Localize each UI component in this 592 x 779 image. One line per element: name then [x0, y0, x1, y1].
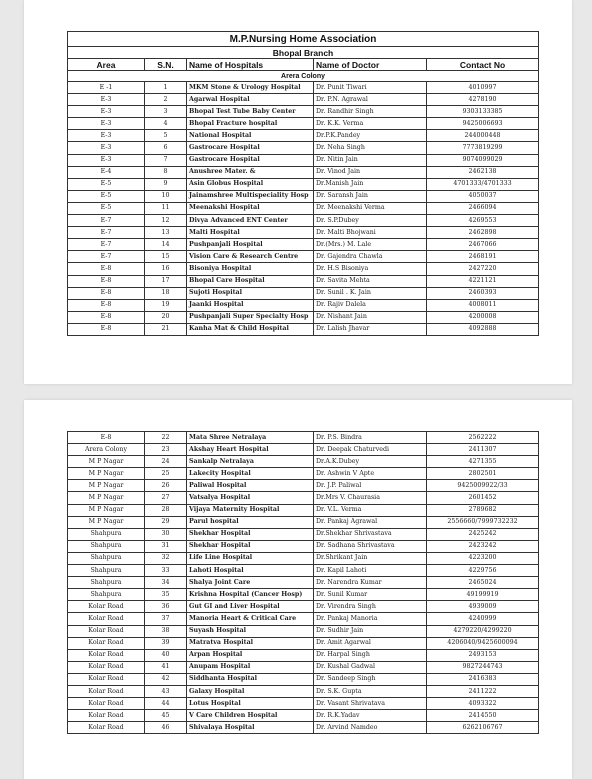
cell-hospital: Gut GI and Liver Hospital — [187, 601, 314, 613]
cell-contact: 7773819299 — [427, 142, 539, 154]
cell-hospital: Jainamshree Multispeciality Hosp — [187, 190, 314, 202]
cell-hospital: Galaxy Hospital — [187, 685, 314, 697]
cell-sn: 5 — [145, 130, 187, 142]
cell-contact: 2411222 — [427, 685, 539, 697]
cell-doctor: Dr. Gajendra Chawla — [314, 251, 427, 263]
branch-name: Bhopal Branch — [68, 47, 539, 59]
cell-sn: 21 — [145, 323, 187, 335]
cell-area: Kolar Road — [68, 625, 145, 637]
cell-doctor: Dr. Kapil Lahoti — [314, 565, 427, 577]
table-row — [68, 275, 539, 287]
table-row — [68, 540, 539, 552]
cell-contact: 4200008 — [427, 311, 539, 323]
cell-sn: 37 — [145, 613, 187, 625]
cell-hospital: Anushree Mater. & — [187, 166, 314, 178]
cell-contact: 4223200 — [427, 552, 539, 564]
cell-contact: 2493153 — [427, 649, 539, 661]
cell-sn: 9 — [145, 178, 187, 190]
cell-doctor: Dr.A.K.Dubey — [314, 456, 427, 468]
cell-area: E-8 — [68, 287, 145, 299]
cell-contact: 2466094 — [427, 202, 539, 214]
cell-contact: 4701333/4701333 — [427, 178, 539, 190]
section-row — [68, 71, 539, 82]
cell-contact: 2465024 — [427, 577, 539, 589]
table-row — [68, 263, 539, 275]
table-row — [68, 613, 539, 625]
cell-hospital: Bhopal Care Hospital — [187, 275, 314, 287]
cell-contact: 9827244743 — [427, 661, 539, 673]
cell-sn: 27 — [145, 492, 187, 504]
cell-sn: 34 — [145, 577, 187, 589]
cell-contact: 2460393 — [427, 287, 539, 299]
cell-sn: 14 — [145, 239, 187, 251]
cell-hospital: Paliwal Hospital — [187, 480, 314, 492]
table-row — [68, 154, 539, 166]
cell-hospital: Anupam Hospital — [187, 661, 314, 673]
cell-area: E-8 — [68, 275, 145, 287]
cell-area: M P Nagar — [68, 468, 145, 480]
cell-hospital: Kanha Mat & Child Hospital — [187, 323, 314, 335]
cell-area: E-7 — [68, 251, 145, 263]
table-row — [68, 722, 539, 734]
cell-doctor: Dr.Mrs V. Chaurasia — [314, 492, 427, 504]
cell-area: Kolar Road — [68, 685, 145, 697]
cell-area: M P Nagar — [68, 504, 145, 516]
cell-sn: 6 — [145, 142, 187, 154]
cell-doctor: Dr. Sudhir Jain — [314, 625, 427, 637]
cell-hospital: Shekhar Hospital — [187, 528, 314, 540]
cell-area: E-5 — [68, 190, 145, 202]
cell-doctor: Dr. Sandeep Singh — [314, 673, 427, 685]
cell-contact: 4271355 — [427, 456, 539, 468]
cell-contact: 2423242 — [427, 540, 539, 552]
cell-doctor: Dr. Savita Mehta — [314, 275, 427, 287]
cell-hospital: Vision Care & Research Centre — [187, 251, 314, 263]
table-row — [68, 710, 539, 722]
cell-contact: 4269553 — [427, 215, 539, 227]
cell-area: M P Nagar — [68, 456, 145, 468]
table-row — [68, 287, 539, 299]
cell-doctor: Dr. Nishant Jain — [314, 311, 427, 323]
table-row — [68, 239, 539, 251]
document-page-2 — [24, 400, 572, 779]
cell-sn: 1 — [145, 82, 187, 94]
cell-doctor: Dr.Shekhar Shrivastava — [314, 528, 427, 540]
cell-hospital: Lahoti Hospital — [187, 565, 314, 577]
cell-hospital: Jaanki Hospital — [187, 299, 314, 311]
table-row — [68, 528, 539, 540]
cell-hospital: Lakecity Hospital — [187, 468, 314, 480]
cell-doctor: Dr. J.P. Paliwal — [314, 480, 427, 492]
cell-hospital: MKM Stone & Urology Hospital — [187, 82, 314, 94]
table-row — [68, 577, 539, 589]
cell-sn: 40 — [145, 649, 187, 661]
cell-doctor: Dr. Punit Tiwari — [314, 82, 427, 94]
cell-area: Kolar Road — [68, 637, 145, 649]
cell-contact: 4278190 — [427, 94, 539, 106]
cell-area: E-7 — [68, 215, 145, 227]
table-row — [68, 637, 539, 649]
cell-area: Kolar Road — [68, 601, 145, 613]
cell-sn: 16 — [145, 263, 187, 275]
cell-area: Shahpura — [68, 565, 145, 577]
cell-hospital: Pushpanjali Hospital — [187, 239, 314, 251]
cell-area: M P Nagar — [68, 492, 145, 504]
cell-hospital: Gastrocare Hospital — [187, 142, 314, 154]
cell-sn: 10 — [145, 190, 187, 202]
cell-contact: 4206040/9425600094 — [427, 637, 539, 649]
table-row — [68, 94, 539, 106]
cell-area: E -1 — [68, 82, 145, 94]
table-row — [68, 468, 539, 480]
header-hospital: Name of Hospitals — [187, 59, 314, 71]
table-row — [68, 299, 539, 311]
cell-hospital: Sujoti Hospital — [187, 287, 314, 299]
table-row — [68, 456, 539, 468]
cell-hospital: Sankalp Netralaya — [187, 456, 314, 468]
cell-doctor: Dr. Pankaj Agrawal — [314, 516, 427, 528]
table-row — [68, 601, 539, 613]
cell-doctor: Dr. Saransh Jain — [314, 190, 427, 202]
cell-hospital: Shalya Joint Care — [187, 577, 314, 589]
cell-area: Shahpura — [68, 552, 145, 564]
table-row — [68, 673, 539, 685]
cell-hospital: Siddhanta Hospital — [187, 673, 314, 685]
cell-contact: 9074099029 — [427, 154, 539, 166]
cell-contact: 9425006693 — [427, 118, 539, 130]
cell-doctor: Dr. Randhir Singh — [314, 106, 427, 118]
cell-doctor: Dr. Amit Agarwal — [314, 637, 427, 649]
cell-sn: 19 — [145, 299, 187, 311]
cell-doctor: Dr. V.L. Verma — [314, 504, 427, 516]
cell-contact: 2467066 — [427, 239, 539, 251]
cell-hospital: Suyash Hospital — [187, 625, 314, 637]
cell-contact: 2462138 — [427, 166, 539, 178]
cell-doctor: Dr. P.S. Bindra — [314, 432, 427, 444]
section-title: Arera Colony — [68, 71, 539, 82]
table-row — [68, 106, 539, 118]
cell-sn: 28 — [145, 504, 187, 516]
cell-area: M P Nagar — [68, 480, 145, 492]
cell-sn: 8 — [145, 166, 187, 178]
cell-hospital: V Care Children Hospital — [187, 710, 314, 722]
cell-hospital: Akshay Heart Hospital — [187, 444, 314, 456]
cell-sn: 24 — [145, 456, 187, 468]
cell-area: E-8 — [68, 263, 145, 275]
cell-hospital: Matratva Hospital — [187, 637, 314, 649]
cell-doctor: Dr. Sunil . K. Jain — [314, 287, 427, 299]
cell-sn: 3 — [145, 106, 187, 118]
cell-area: Kolar Road — [68, 613, 145, 625]
cell-area: Kolar Road — [68, 710, 145, 722]
cell-sn: 29 — [145, 516, 187, 528]
cell-hospital: Bhopal Test Tube Baby Center — [187, 106, 314, 118]
cell-contact: 2425242 — [427, 528, 539, 540]
cell-area: E-5 — [68, 202, 145, 214]
document-page-1 — [24, 0, 572, 384]
cell-hospital: Asin Globus Hospital — [187, 178, 314, 190]
cell-doctor: Dr. P.N. Agrawal — [314, 94, 427, 106]
cell-sn: 20 — [145, 311, 187, 323]
table-row — [68, 215, 539, 227]
cell-area: E-4 — [68, 166, 145, 178]
cell-sn: 44 — [145, 698, 187, 710]
cell-sn: 38 — [145, 625, 187, 637]
table-row — [68, 190, 539, 202]
cell-hospital: Bisoniya Hospital — [187, 263, 314, 275]
table-row — [68, 698, 539, 710]
table-row — [68, 589, 539, 601]
cell-area: E-3 — [68, 94, 145, 106]
cell-area: Kolar Road — [68, 649, 145, 661]
table-row — [68, 552, 539, 564]
cell-hospital: Vijaya Maternity Hospital — [187, 504, 314, 516]
cell-contact: 6262106767 — [427, 722, 539, 734]
cell-doctor: Dr. Neha Singh — [314, 142, 427, 154]
table-row — [68, 227, 539, 239]
cell-sn: 7 — [145, 154, 187, 166]
cell-doctor: Dr. Ashwin V Apte — [314, 468, 427, 480]
cell-sn: 4 — [145, 118, 187, 130]
cell-hospital: Krishna Hospital (Cancer Hosp) — [187, 589, 314, 601]
cell-area: E-8 — [68, 432, 145, 444]
cell-sn: 23 — [145, 444, 187, 456]
cell-contact: 4939009 — [427, 601, 539, 613]
table-row — [68, 565, 539, 577]
cell-sn: 22 — [145, 432, 187, 444]
cell-doctor: Dr. Vasant Shrivatava — [314, 698, 427, 710]
table-row — [68, 311, 539, 323]
cell-doctor: Dr. H.S Bisoniya — [314, 263, 427, 275]
hospitals-table-page-1 — [67, 31, 539, 336]
hospitals-table-page-2 — [67, 431, 539, 734]
cell-contact: 4092888 — [427, 323, 539, 335]
table-row — [68, 649, 539, 661]
table-row — [68, 480, 539, 492]
cell-contact: 2468191 — [427, 251, 539, 263]
cell-doctor: Dr.Manish Jain — [314, 178, 427, 190]
cell-doctor: Dr. Nitin Jain — [314, 154, 427, 166]
cell-doctor: Dr. Virendra Singh — [314, 601, 427, 613]
cell-contact: 4093322 — [427, 698, 539, 710]
cell-hospital: Malti Hospital — [187, 227, 314, 239]
cell-contact: 2462898 — [427, 227, 539, 239]
cell-hospital: Life Line Hospital — [187, 552, 314, 564]
table-row — [68, 118, 539, 130]
cell-contact: 9303133385 — [427, 106, 539, 118]
cell-hospital: Mata Shree Netralaya — [187, 432, 314, 444]
cell-hospital: Divya Advanced ENT Center — [187, 215, 314, 227]
cell-area: Kolar Road — [68, 722, 145, 734]
cell-sn: 35 — [145, 589, 187, 601]
cell-sn: 46 — [145, 722, 187, 734]
cell-doctor: Dr. Kushal Gadwal — [314, 661, 427, 673]
cell-contact: 2802501 — [427, 468, 539, 480]
cell-contact: 49199919 — [427, 589, 539, 601]
branch-row — [68, 47, 539, 59]
cell-hospital: National Hospital — [187, 130, 314, 142]
cell-hospital: Arpan Hospital — [187, 649, 314, 661]
cell-contact: 2601452 — [427, 492, 539, 504]
header-doctor: Name of Doctor — [314, 59, 427, 71]
header-sn: S.N. — [145, 59, 187, 71]
cell-area: Shahpura — [68, 528, 145, 540]
table-row — [68, 685, 539, 697]
cell-contact: 4240999 — [427, 613, 539, 625]
cell-hospital: Gastrocare Hospital — [187, 154, 314, 166]
cell-contact: 2427220 — [427, 263, 539, 275]
table-row — [68, 166, 539, 178]
cell-area: Shahpura — [68, 577, 145, 589]
cell-hospital: Meenakshi Hospital — [187, 202, 314, 214]
table-row — [68, 202, 539, 214]
cell-doctor: Dr.P.K.Pandey — [314, 130, 427, 142]
table-row — [68, 82, 539, 94]
cell-doctor: Dr.(Mrs.) M. Lale — [314, 239, 427, 251]
cell-doctor: Dr. Narendra Kumar — [314, 577, 427, 589]
cell-hospital: Shivalaya Hospital — [187, 722, 314, 734]
cell-contact: 4050037 — [427, 190, 539, 202]
cell-area: E-7 — [68, 239, 145, 251]
cell-doctor: Dr. K.K. Verma — [314, 118, 427, 130]
cell-doctor: Dr. Malti Bhojwani — [314, 227, 427, 239]
cell-doctor: Dr. Harpal Singh — [314, 649, 427, 661]
cell-contact: 2789682 — [427, 504, 539, 516]
cell-sn: 41 — [145, 661, 187, 673]
cell-contact: 4229756 — [427, 565, 539, 577]
cell-area: Kolar Road — [68, 661, 145, 673]
cell-doctor: Dr.Shrikant Jain — [314, 552, 427, 564]
title-row — [68, 32, 539, 47]
cell-hospital: Parul hospital — [187, 516, 314, 528]
cell-hospital: Pushpanjali Super Specialty Hosp — [187, 311, 314, 323]
cell-area: Shahpura — [68, 589, 145, 601]
table-row — [68, 178, 539, 190]
cell-sn: 25 — [145, 468, 187, 480]
cell-doctor: Dr. Rajiv Dalela — [314, 299, 427, 311]
cell-doctor: Dr. S.K. Gupta — [314, 685, 427, 697]
document-title: M.P.Nursing Home Association — [68, 32, 539, 47]
table-row — [68, 516, 539, 528]
cell-doctor: Dr. Pankaj Manoria — [314, 613, 427, 625]
cell-doctor: Dr. Sunil Kumar — [314, 589, 427, 601]
header-area: Area — [68, 59, 145, 71]
cell-doctor: Dr. Vinod Jain — [314, 166, 427, 178]
cell-contact: 2556660/7999732232 — [427, 516, 539, 528]
cell-doctor: Dr. Lalish Jhavar — [314, 323, 427, 335]
cell-sn: 11 — [145, 202, 187, 214]
table-row — [68, 130, 539, 142]
cell-area: E-3 — [68, 106, 145, 118]
header-contact: Contact No — [427, 59, 539, 71]
cell-contact: 2416383 — [427, 673, 539, 685]
cell-area: Kolar Road — [68, 673, 145, 685]
cell-sn: 31 — [145, 540, 187, 552]
cell-sn: 2 — [145, 94, 187, 106]
cell-hospital: Manoria Heart & Critical Care — [187, 613, 314, 625]
table-row — [68, 142, 539, 154]
cell-area: E-8 — [68, 311, 145, 323]
cell-hospital: Vatsalya Hospital — [187, 492, 314, 504]
cell-area: Kolar Road — [68, 698, 145, 710]
cell-hospital: Bhopal Fracture hospital — [187, 118, 314, 130]
cell-contact: 2562222 — [427, 432, 539, 444]
cell-area: E-8 — [68, 299, 145, 311]
table-row — [68, 492, 539, 504]
cell-doctor: Dr. Sadhana Shrivastava — [314, 540, 427, 552]
cell-sn: 12 — [145, 215, 187, 227]
cell-contact: 9425009922/33 — [427, 480, 539, 492]
cell-sn: 15 — [145, 251, 187, 263]
cell-area: Shahpura — [68, 540, 145, 552]
cell-area: Arera Colony — [68, 444, 145, 456]
header-row — [68, 59, 539, 71]
cell-contact: 4008011 — [427, 299, 539, 311]
cell-sn: 43 — [145, 685, 187, 697]
cell-doctor: Dr. S.P.Dubey — [314, 215, 427, 227]
cell-contact: 4221121 — [427, 275, 539, 287]
cell-area: E-5 — [68, 178, 145, 190]
cell-area: E-3 — [68, 142, 145, 154]
table-row — [68, 625, 539, 637]
cell-sn: 36 — [145, 601, 187, 613]
cell-sn: 18 — [145, 287, 187, 299]
cell-sn: 26 — [145, 480, 187, 492]
cell-sn: 17 — [145, 275, 187, 287]
table-row — [68, 661, 539, 673]
cell-area: E-3 — [68, 118, 145, 130]
cell-sn: 32 — [145, 552, 187, 564]
table-row — [68, 504, 539, 516]
cell-doctor: Dr. Deepak Chaturvedi — [314, 444, 427, 456]
cell-area: E-8 — [68, 323, 145, 335]
cell-hospital: Shekhar Hospital — [187, 540, 314, 552]
cell-sn: 13 — [145, 227, 187, 239]
cell-contact: 2411307 — [427, 444, 539, 456]
cell-sn: 39 — [145, 637, 187, 649]
table-row — [68, 432, 539, 444]
cell-area: E-3 — [68, 130, 145, 142]
cell-contact: 4010997 — [427, 82, 539, 94]
table-row — [68, 251, 539, 263]
cell-contact: 2414550 — [427, 710, 539, 722]
cell-doctor: Dr. R.K.Yadav — [314, 710, 427, 722]
cell-sn: 30 — [145, 528, 187, 540]
cell-contact: 4279220/4299220 — [427, 625, 539, 637]
cell-hospital: Lotus Hospital — [187, 698, 314, 710]
cell-contact: 244000448 — [427, 130, 539, 142]
cell-area: E-7 — [68, 227, 145, 239]
cell-hospital: Agarwal Hospital — [187, 94, 314, 106]
cell-sn: 33 — [145, 565, 187, 577]
cell-area: E-3 — [68, 154, 145, 166]
cell-doctor: Dr. Meenakshi Verma — [314, 202, 427, 214]
table-row — [68, 323, 539, 335]
cell-area: M P Nagar — [68, 516, 145, 528]
table-row — [68, 444, 539, 456]
cell-doctor: Dr. Arvind Namdeo — [314, 722, 427, 734]
cell-sn: 45 — [145, 710, 187, 722]
cell-sn: 42 — [145, 673, 187, 685]
